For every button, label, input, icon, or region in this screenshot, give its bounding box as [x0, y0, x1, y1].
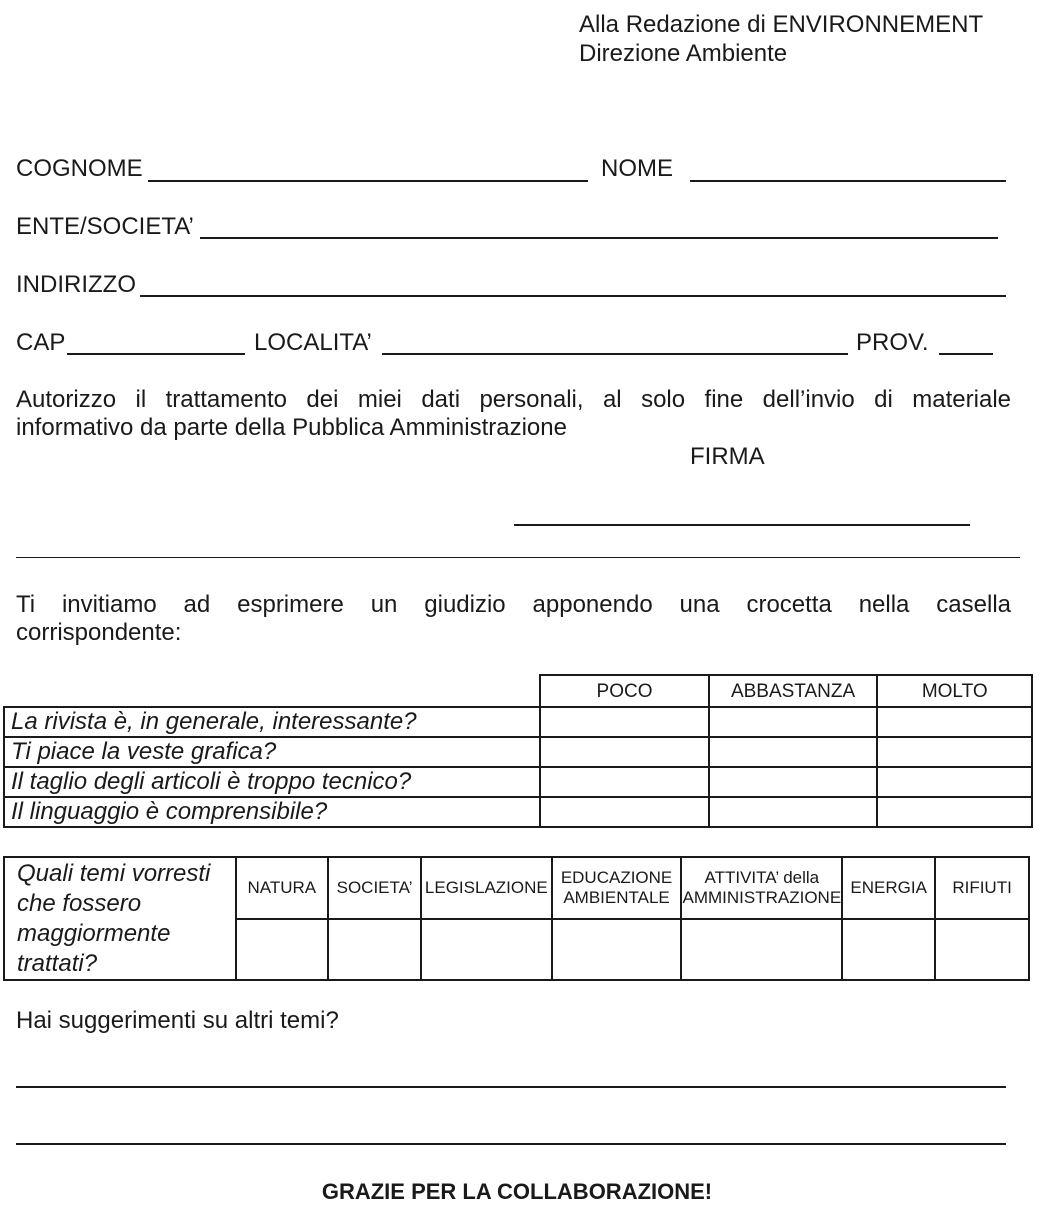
topic-checkbox-energia[interactable] [842, 919, 935, 980]
rating-header-blank [4, 675, 540, 707]
rating-question: Il taglio degli articoli è troppo tecnico? [4, 767, 540, 797]
prov-label: PROV. [856, 329, 929, 356]
topic-label: SOCIETA’ [336, 878, 413, 897]
topic-checkbox-educazione-ambientale[interactable] [552, 919, 682, 980]
prov-field[interactable] [939, 353, 993, 355]
topics-question-line: trattati? [17, 950, 98, 977]
topic-col-legislazione [421, 857, 552, 919]
signature-field[interactable] [514, 524, 970, 526]
cap-label: CAP [16, 329, 66, 356]
topics-question [4, 857, 236, 980]
table-row [4, 767, 1032, 797]
indirizzo-label: INDIRIZZO [16, 271, 136, 298]
topic-checkbox-natura[interactable] [236, 919, 328, 980]
localita-label: LOCALITA’ [254, 329, 372, 356]
section-divider [16, 557, 1020, 558]
topic-col-educazione-ambientale [552, 857, 682, 919]
topic-label: ATTIVITA’ della [704, 868, 820, 887]
topic-label: ENERGIA [850, 878, 927, 897]
closing-message: GRAZIE PER LA COLLABORAZIONE! [321, 1179, 713, 1204]
rating-checkbox-molto[interactable] [877, 797, 1032, 827]
consent-line-1: Autorizzo il trattamento dei miei dati personali, al solo fine dell’invio di materiale [16, 386, 1011, 413]
cognome-label: COGNOME [16, 155, 143, 182]
rating-intro-line-1: Ti invitiamo ad esprimere un giudizio apponendo una crocetta nella casella [16, 591, 1011, 618]
topic-checkbox-attivita-amministrazione[interactable] [681, 919, 842, 980]
rating-checkbox-poco[interactable] [540, 767, 708, 797]
topic-checkbox-rifiuti[interactable] [935, 919, 1029, 980]
suggestions-question: Hai suggerimenti su altri temi? [16, 1007, 339, 1034]
suggestions-line-2[interactable] [16, 1143, 1006, 1145]
rating-checkbox-poco[interactable] [540, 797, 708, 827]
rating-header-row [4, 675, 1032, 707]
indirizzo-field[interactable] [140, 295, 1006, 297]
rating-question: Il linguaggio è comprensibile? [4, 797, 540, 827]
rating-checkbox-abbastanza[interactable] [709, 707, 878, 737]
table-row [4, 707, 1032, 737]
ente-field[interactable] [200, 237, 998, 239]
topics-table [3, 856, 1030, 981]
addressee-line-2: Direzione Ambiente [579, 40, 788, 67]
topics-question-line: Quali temi vorresti [17, 860, 211, 887]
rating-checkbox-abbastanza[interactable] [709, 767, 878, 797]
rating-question: Ti piace la veste grafica? [4, 737, 540, 767]
topics-question-line: maggiormente [17, 920, 171, 947]
topic-label-line-2: AMMINISTRAZIONE [682, 888, 842, 907]
rating-col-molto: MOLTO [877, 675, 1032, 707]
rating-checkbox-abbastanza[interactable] [709, 797, 878, 827]
rating-checkbox-molto[interactable] [877, 737, 1032, 767]
nome-label: NOME [601, 155, 673, 182]
rating-checkbox-poco[interactable] [540, 707, 708, 737]
topic-label: LEGISLAZIONE [424, 878, 548, 897]
topic-col-natura [236, 857, 328, 919]
rating-checkbox-poco[interactable] [540, 737, 708, 767]
rating-checkbox-molto[interactable] [877, 767, 1032, 797]
cap-field[interactable] [67, 353, 245, 355]
rating-question: La rivista è, in generale, interessante? [4, 707, 540, 737]
rating-intro-line-2: corrispondente: [16, 619, 182, 646]
topics-question-line: che fossero [17, 890, 142, 917]
topic-col-energia [842, 857, 935, 919]
nome-field[interactable] [690, 180, 1006, 182]
rating-checkbox-abbastanza[interactable] [709, 737, 878, 767]
topic-label: RIFIUTI [952, 878, 1012, 897]
cognome-field[interactable] [148, 180, 588, 182]
topic-col-attivita-amministrazione [681, 857, 842, 919]
topic-label-line-2: AMBIENTALE [563, 888, 670, 907]
topic-checkbox-societa[interactable] [328, 919, 421, 980]
rating-table [3, 674, 1033, 828]
topic-col-rifiuti [935, 857, 1029, 919]
topic-col-societa [328, 857, 421, 919]
localita-field[interactable] [382, 353, 848, 355]
rating-checkbox-molto[interactable] [877, 707, 1032, 737]
ente-label: ENTE/SOCIETA’ [16, 213, 194, 240]
signature-label: FIRMA [690, 443, 765, 470]
rating-col-poco: POCO [540, 675, 708, 707]
suggestions-line-1[interactable] [16, 1086, 1006, 1088]
consent-line-2: informativo da parte della Pubblica Amministrazione [16, 414, 567, 441]
topic-label: EDUCAZIONE [560, 868, 673, 887]
rating-col-abbastanza: ABBASTANZA [709, 675, 878, 707]
addressee-line-1: Alla Redazione di ENVIRONNEMENT [579, 11, 984, 38]
topic-label: NATURA [247, 878, 317, 897]
topic-checkbox-legislazione[interactable] [421, 919, 552, 980]
table-row [4, 797, 1032, 827]
table-row [4, 737, 1032, 767]
